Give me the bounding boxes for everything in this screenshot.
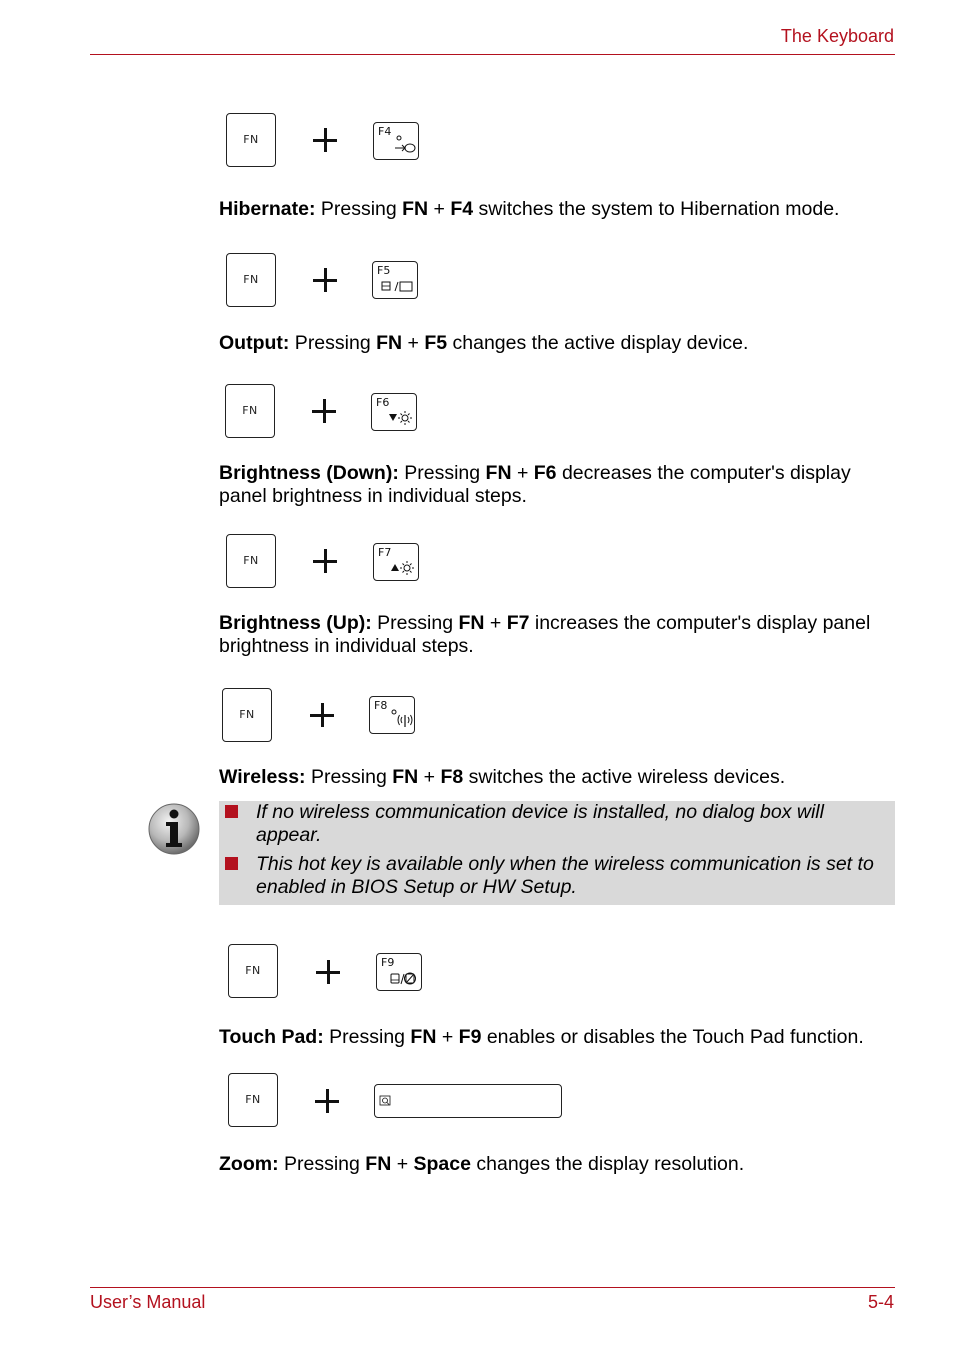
- text-span: Pressing: [315, 198, 403, 220]
- note-box: [219, 801, 895, 905]
- key-name: FN: [365, 1153, 392, 1175]
- fn-key: [226, 534, 276, 588]
- note-item: If no wireless communication device is installed, no dialog box will appear.: [256, 801, 824, 846]
- f5-key: [372, 261, 418, 299]
- page-number: 5-4: [867, 1292, 894, 1312]
- plus-sign: [313, 268, 337, 292]
- key-name: FN: [458, 612, 485, 634]
- key-name: F5: [424, 332, 448, 354]
- space-key: [374, 1084, 562, 1118]
- f9-key: [376, 953, 422, 991]
- fn-key: [228, 1073, 278, 1127]
- text-span: +: [511, 462, 534, 484]
- wireless-icon: [370, 697, 416, 735]
- output-title: Output:: [219, 332, 290, 354]
- f4-key-label: F4: [378, 125, 392, 138]
- text-span: Pressing: [305, 766, 393, 788]
- brightness-up-description: [219, 612, 899, 658]
- fn-key-label: FN: [239, 708, 255, 721]
- text-span: changes the display resolution.: [470, 1153, 745, 1175]
- key-name: F7: [506, 612, 530, 634]
- text-span: Pressing: [398, 462, 486, 484]
- hibernate-description: [219, 198, 899, 221]
- brightness-down-icon: [372, 394, 418, 432]
- fn-key-label: FN: [243, 554, 259, 567]
- text-span: +: [391, 1153, 414, 1175]
- plus-sign: [313, 128, 337, 152]
- key-name: FN: [376, 332, 403, 354]
- zoom-title: Zoom:: [219, 1153, 279, 1175]
- note-bullet: [225, 805, 238, 818]
- text-span: switches the active wireless devices.: [463, 766, 786, 788]
- text-span: Pressing: [371, 612, 459, 634]
- key-name: FN: [410, 1026, 437, 1048]
- fn-key: [225, 384, 275, 438]
- plus-sign: [312, 399, 336, 423]
- f8-key-label: F8: [374, 699, 388, 712]
- plus-sign: [316, 960, 340, 984]
- text-span: changes the active display device.: [447, 332, 749, 354]
- key-name: F8: [440, 766, 464, 788]
- text-span: +: [436, 1026, 459, 1048]
- note-item: This hot key is available only when the wireless communication is set to enabled in BIOS Setup or HW Setup.: [256, 853, 874, 898]
- text-span: enables or disables the Touch Pad function.: [481, 1026, 864, 1048]
- brightness-up-title: Brightness (Up):: [219, 612, 372, 634]
- key-name: F4: [450, 198, 474, 220]
- f4-key: [373, 122, 419, 160]
- text-span: +: [418, 766, 441, 788]
- touchpad-title: Touch Pad:: [219, 1026, 324, 1048]
- hibernate-icon: [374, 123, 420, 161]
- text-span: increases the computer's display panel brightness in individual steps.: [219, 612, 871, 657]
- fn-key: [222, 688, 272, 742]
- fn-key: [226, 253, 276, 307]
- f8-key: [369, 696, 415, 734]
- text-span: +: [402, 332, 425, 354]
- text-span: Pressing: [289, 332, 377, 354]
- text-span: +: [484, 612, 507, 634]
- info-icon: [147, 802, 201, 856]
- wireless-description: [219, 766, 899, 789]
- text-span: switches the system to Hibernation mode.: [473, 198, 840, 220]
- hibernate-title: Hibernate:: [219, 198, 316, 220]
- touchpad-description: [219, 1026, 899, 1049]
- wireless-title: Wireless:: [219, 766, 306, 788]
- key-name: FN: [392, 766, 419, 788]
- plus-sign: [313, 549, 337, 573]
- fn-key: [228, 944, 278, 998]
- text-span: +: [428, 198, 451, 220]
- zoom-icon: [378, 1093, 398, 1113]
- key-name: F9: [458, 1026, 482, 1048]
- text-span: decreases the computer's display panel brightness in individual steps.: [219, 462, 851, 507]
- key-name: Space: [413, 1153, 471, 1175]
- key-name: FN: [485, 462, 512, 484]
- touchpad-icon: [377, 954, 423, 992]
- header-rule: [90, 54, 895, 55]
- f9-key-label: F9: [381, 956, 395, 969]
- note-bullet: [225, 857, 238, 870]
- f7-key: [373, 543, 419, 581]
- footer-manual-label: User’s Manual: [90, 1292, 206, 1312]
- text-span: Pressing: [323, 1026, 411, 1048]
- footer-rule: [90, 1287, 895, 1288]
- display-switch-icon: [373, 262, 419, 300]
- plus-sign: [310, 703, 334, 727]
- fn-key-label: FN: [243, 133, 259, 146]
- output-description: [219, 332, 899, 355]
- zoom-description: [219, 1153, 899, 1176]
- fn-key-label: FN: [245, 964, 261, 977]
- brightness-down-title: Brightness (Down):: [219, 462, 399, 484]
- text-span: Pressing: [278, 1153, 366, 1175]
- fn-key: [226, 113, 276, 167]
- fn-key-label: FN: [242, 404, 258, 417]
- fn-key-label: FN: [245, 1093, 261, 1106]
- f6-key: [371, 393, 417, 431]
- f7-key-label: F7: [378, 546, 392, 559]
- plus-sign: [315, 1089, 339, 1113]
- f6-key-label: F6: [376, 396, 390, 409]
- running-header: The Keyboard: [780, 26, 894, 46]
- key-name: F6: [533, 462, 557, 484]
- f5-key-label: F5: [377, 264, 391, 277]
- key-name: FN: [402, 198, 429, 220]
- brightness-down-description: [219, 462, 899, 508]
- brightness-up-icon: [374, 544, 420, 582]
- fn-key-label: FN: [243, 273, 259, 286]
